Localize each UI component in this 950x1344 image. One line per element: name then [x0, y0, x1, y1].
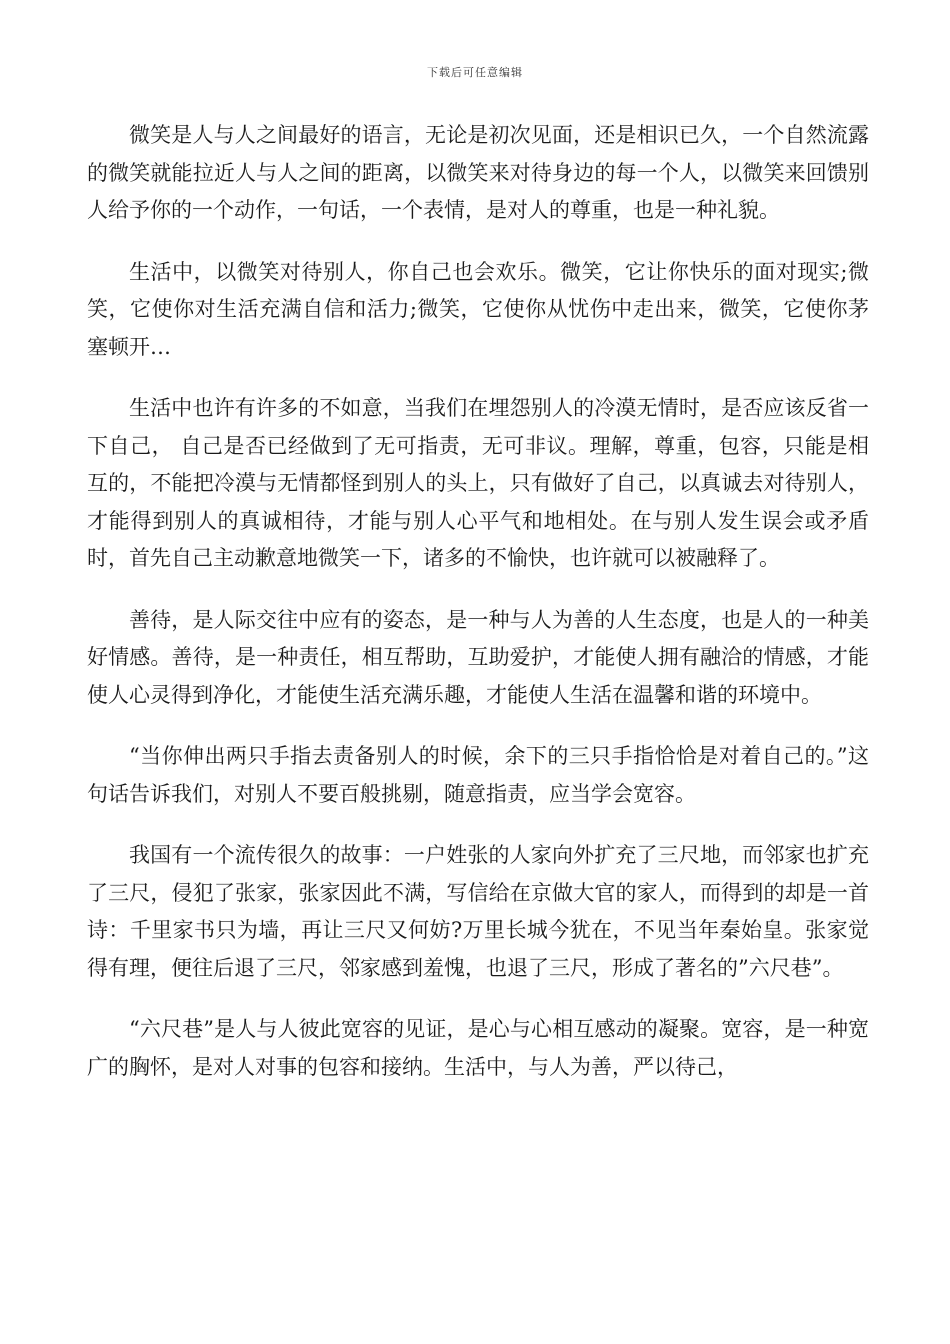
paragraph-1: 微笑是人与人之间最好的语言，无论是初次见面，还是相识已久，一个自然流露的微笑就能拉近人与人之间的距离，以微笑来对待身边的每一个人，以微笑来回馈别人给予你的一个动作，一句话，一个表情，是对人的尊重，也是一种礼貌。 — [87, 123, 869, 222]
document-body — [87, 117, 869, 1110]
paragraph-4: 善待，是人际交往中应有的姿态，是一种与人为善的人生态度，也是人的一种美好情感。善待，是一种责任，相互帮助，互助爱护，才能使人拥有融洽的情感，才能使人心灵得到净化，才能使生活充满乐趣，才能使人生活在温馨和谐的环境中。 — [87, 607, 869, 707]
paragraph-3: 生活中也许有许多的不如意，当我们在埋怨别人的冷漠无情时，是否应该反省一下自己， 自己是否已经做到了无可指责，无可非议。理解，尊重，包容，只能是相互的，不能把冷漠与无情都怪到别人的头上，只有做好了自己，以真诚去对待别人，才能得到别人的真诚相待，才能与别人心平气和地相处。在与别人发生误会或矛盾时，首先自己主动歉意地微笑一下，诸多的不愉快，也许就可以被融释了。 — [87, 396, 869, 570]
paragraph-7: “六尺巷”是人与人彼此宽容的见证，是心与心相互感动的凝聚。宽容，是一种宽广的胸怀，是对人对事的包容和接纳。生活中，与人为善，严以待己， — [87, 1017, 869, 1079]
page-header: 下载后可任意编辑 — [427, 66, 523, 79]
paragraph-6: 我国有一个流传很久的故事：一户姓张的人家向外扩充了三尺地，而邻家也扩充了三尺，侵犯了张家，张家因此不满，写信给在京做大官的家人，而得到的却是一首诗：千里家书只为墙，再让三尺又何妨?万里长城今犹在，不见当年秦始皇。张家觉得有理，便往后退了三尺，邻家感到羞愧，也退了三尺，形成了著名的”六尺巷”。 — [87, 843, 869, 980]
paragraph-5: “当你伸出两只手指去责备别人的时候，余下的三只手指恰恰是对着自己的。”这句话告诉我们，对别人不要百般挑剔，随意指责，应当学会宽容。 — [87, 744, 869, 806]
paragraph-2: 生活中，以微笑对待别人，你自己也会欢乐。微笑，它让你快乐的面对现实;微笑，它使你对生活充满自信和活力;微笑，它使你从忧伤中走出来，微笑，它使你茅塞顿开… — [87, 259, 869, 359]
